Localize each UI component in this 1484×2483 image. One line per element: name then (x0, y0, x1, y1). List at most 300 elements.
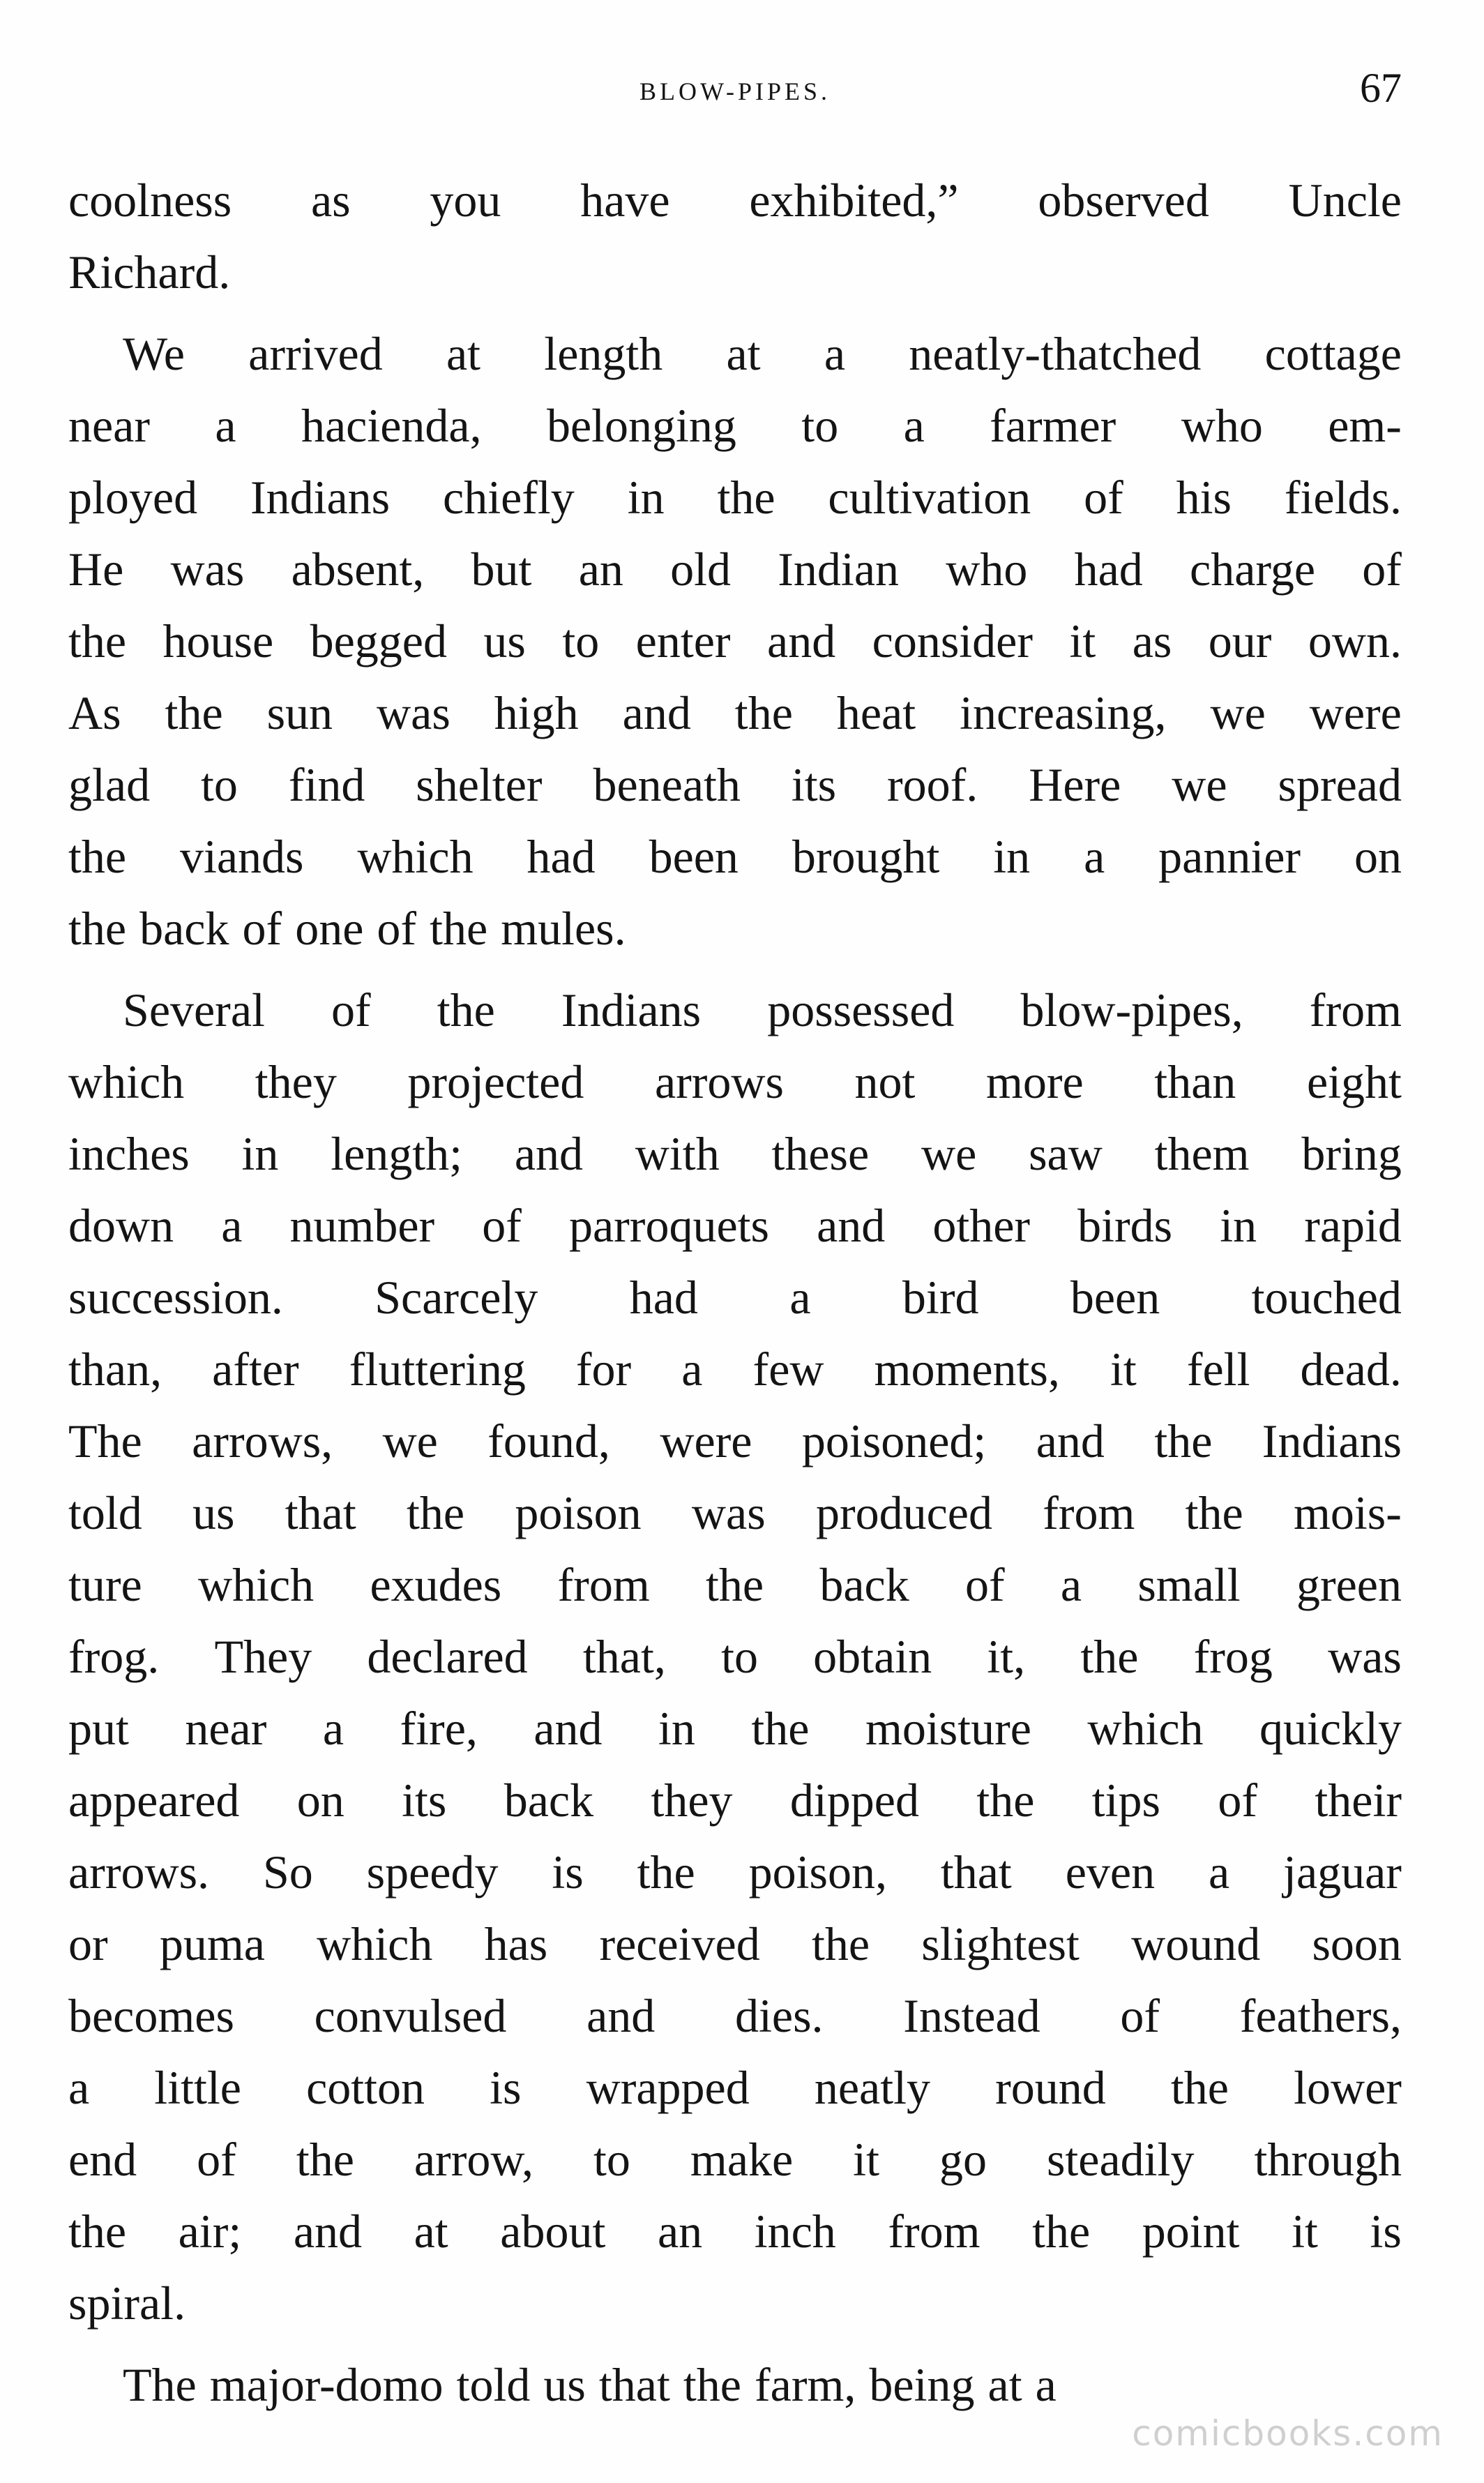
word: than (1154, 1055, 1236, 1108)
word: soon (1312, 1917, 1402, 1970)
paragraph-gap (68, 2339, 1402, 2349)
word: moisture (865, 1702, 1031, 1755)
word: these (771, 1127, 870, 1180)
word: the (683, 2358, 741, 2411)
word: back (139, 902, 229, 955)
word: birds (1077, 1199, 1173, 1252)
word: for (575, 1343, 632, 1396)
word: steadily (1046, 2133, 1195, 2186)
word: declared (367, 1630, 528, 1683)
page-header (68, 61, 1402, 124)
text-line (68, 1118, 1402, 1190)
word: projected (407, 1055, 584, 1108)
word: glad (68, 758, 151, 811)
word: the (68, 2205, 127, 2258)
word: the (406, 1486, 465, 1539)
word: who (946, 543, 1028, 596)
word: one (295, 902, 364, 955)
word: and (293, 2205, 363, 2258)
word: the (1032, 2205, 1091, 2258)
word: who (1181, 399, 1263, 452)
word: in (627, 471, 665, 524)
word: The (68, 1414, 142, 1467)
word: to (201, 758, 238, 811)
text-line (68, 677, 1402, 749)
text-line (68, 1262, 1402, 1334)
running-head: BLOW-PIPES. (639, 77, 831, 105)
word: us (543, 2358, 586, 2411)
word: and (817, 1199, 886, 1252)
word: puma (159, 1917, 265, 1970)
word: cottage (1264, 327, 1402, 380)
paragraph (68, 318, 1402, 965)
word: its (402, 1774, 447, 1827)
word: a (824, 327, 846, 380)
word: which (317, 1917, 433, 1970)
word: down (68, 1199, 174, 1252)
text-line (68, 1046, 1402, 1118)
word: eight (1306, 1055, 1402, 1108)
word: of (482, 1199, 522, 1252)
word: charge (1190, 543, 1316, 596)
text-line (68, 1693, 1402, 1765)
word: roof. (887, 758, 978, 811)
word: jaguar (1283, 1846, 1402, 1899)
word: more (986, 1055, 1084, 1108)
body-text (68, 165, 1402, 2421)
word: and (586, 1989, 656, 2042)
paragraph-gap (68, 965, 1402, 974)
text-line (68, 893, 1402, 965)
word: of (1218, 1774, 1258, 1827)
word: begged (310, 614, 447, 667)
word: farm, (755, 2358, 856, 2411)
word: that, (582, 1630, 666, 1683)
word: arrow, (414, 2133, 534, 2186)
word: the (68, 902, 127, 955)
word: few (752, 1343, 824, 1396)
word: an (657, 2205, 703, 2258)
word: length; (331, 1127, 463, 1180)
word: the (1080, 1630, 1139, 1683)
word: Richard. (68, 246, 231, 299)
word: number (289, 1199, 435, 1252)
word: a (68, 2061, 90, 2114)
word: which (197, 1558, 315, 1611)
word: spiral. (68, 2277, 186, 2330)
text-line (68, 1980, 1402, 2052)
word: exhibited,” (749, 174, 959, 227)
word: a (1084, 830, 1105, 883)
word: other (932, 1199, 1031, 1252)
word: and (533, 1702, 603, 1755)
word: from (557, 1558, 650, 1611)
word: slightest (921, 1917, 1080, 1970)
word: to (721, 1630, 758, 1683)
word: been (649, 830, 739, 883)
word: their (1315, 1774, 1402, 1827)
word: a (1035, 2358, 1057, 2411)
word: it (1292, 2205, 1318, 2258)
word: little (154, 2061, 241, 2114)
word: Several (123, 983, 265, 1036)
word: through (1254, 2133, 1402, 2186)
word: observed (1038, 174, 1209, 227)
word: Indians (561, 983, 702, 1036)
word: exudes (370, 1558, 502, 1611)
word: a (221, 1199, 243, 1252)
word: is (552, 1846, 584, 1899)
text-line (68, 1477, 1402, 1549)
word: and (622, 686, 691, 739)
word: in (658, 1702, 695, 1755)
word: moments, (874, 1343, 1060, 1396)
text-line (68, 1190, 1402, 1262)
word: told (68, 1486, 142, 1539)
word: lower (1294, 2061, 1402, 2114)
word: was (1328, 1630, 1402, 1683)
word: neatly (814, 2061, 930, 2114)
word: the (430, 902, 488, 955)
word: the (296, 2133, 354, 2186)
word: arrows, (192, 1414, 333, 1467)
word: on (296, 1774, 344, 1827)
word: were (660, 1414, 752, 1467)
text-line (68, 318, 1402, 390)
word: Uncle (1288, 174, 1402, 227)
word: bring (1301, 1127, 1402, 1180)
text-line (68, 1621, 1402, 1693)
word: find (288, 758, 365, 811)
word: at (726, 327, 761, 380)
word: belonging (546, 399, 736, 452)
text-line (68, 2349, 1402, 2421)
word: Scarcely (374, 1271, 538, 1324)
word: has (484, 1917, 548, 1970)
word: He (68, 543, 124, 596)
word: at (446, 327, 481, 380)
text-line (68, 1908, 1402, 1980)
word: have (580, 174, 670, 227)
word: had (527, 830, 596, 883)
word: shelter (416, 758, 543, 811)
word: dipped (789, 1774, 919, 1827)
text-line (68, 2196, 1402, 2267)
word: the (976, 1774, 1035, 1827)
word: the (734, 686, 793, 739)
word: with (635, 1127, 720, 1180)
text-line (68, 1765, 1402, 1836)
word: em- (1328, 399, 1402, 452)
word: near (185, 1702, 267, 1755)
word: of (1084, 471, 1123, 524)
word: enter (635, 614, 731, 667)
word: fluttering (349, 1343, 526, 1396)
word: but (471, 543, 532, 596)
word: small (1137, 1558, 1241, 1611)
word: fell (1186, 1343, 1250, 1396)
word: dead. (1300, 1343, 1402, 1396)
word: coolness (68, 174, 232, 227)
word: appeared (68, 1774, 240, 1827)
text-line (68, 165, 1402, 236)
word: it, (987, 1630, 1026, 1683)
word: the (68, 614, 127, 667)
text-line (68, 1334, 1402, 1405)
word: at (987, 2358, 1022, 2411)
paragraph (68, 974, 1402, 2339)
word: our (1208, 614, 1272, 667)
word: of (197, 2133, 236, 2186)
word: succession. (68, 1271, 283, 1324)
word: of (377, 902, 417, 955)
word: as (310, 174, 351, 227)
word: green (1296, 1558, 1402, 1611)
word: Here (1029, 758, 1121, 811)
word: the (811, 1917, 870, 1970)
word: arrows. (68, 1846, 210, 1899)
word: received (599, 1917, 760, 1970)
word: it (853, 2133, 879, 2186)
word: that (598, 2358, 670, 2411)
word: They (214, 1630, 312, 1683)
word: about (500, 2205, 606, 2258)
paragraph (68, 165, 1402, 308)
word: of (331, 983, 371, 1036)
text-line (68, 821, 1402, 893)
word: old (670, 543, 732, 596)
word: had (1074, 543, 1143, 596)
word: from (1043, 1486, 1135, 1539)
word: becomes (68, 1989, 234, 2042)
word: brought (792, 830, 940, 883)
word: back (819, 1558, 909, 1611)
word: a (215, 399, 236, 452)
word: viands (179, 830, 304, 883)
word: and (767, 614, 836, 667)
word: we (1172, 758, 1227, 811)
word: poison, (748, 1846, 887, 1899)
word: house (162, 614, 274, 667)
text-line (68, 1549, 1402, 1621)
word: inch (754, 2205, 836, 2258)
word: which (357, 830, 474, 883)
word: told (456, 2358, 531, 2411)
word: fields. (1284, 471, 1402, 524)
word: pannier (1158, 830, 1301, 883)
word: of (964, 1558, 1005, 1611)
word: them (1154, 1127, 1250, 1180)
word: Indians (1262, 1414, 1402, 1467)
word: convulsed (314, 1989, 507, 2042)
word: than, (68, 1343, 162, 1396)
word: air; (178, 2205, 242, 2258)
word: sun (266, 686, 333, 739)
word: chiefly (443, 471, 575, 524)
word: fire, (400, 1702, 478, 1755)
word: major-domo (209, 2358, 444, 2411)
word: back (503, 1774, 594, 1827)
word: been (1070, 1271, 1160, 1324)
text-line (68, 390, 1402, 462)
word: So (262, 1846, 313, 1899)
word: near (68, 399, 151, 452)
word: found, (487, 1414, 610, 1467)
word: blow-pipes, (1020, 983, 1243, 1036)
word: which (1087, 1702, 1204, 1755)
word: and (514, 1127, 584, 1180)
word: the (1170, 2061, 1229, 2114)
word: cultivation (828, 471, 1031, 524)
word: spread (1278, 758, 1402, 811)
text-line (68, 2267, 1402, 2339)
word: consider (872, 614, 1034, 667)
word: touched (1251, 1271, 1402, 1324)
word: the (1185, 1486, 1243, 1539)
word: possessed (767, 983, 955, 1036)
word: poison (515, 1486, 642, 1539)
word: the (1154, 1414, 1213, 1467)
word: at (414, 2205, 448, 2258)
word: cotton (306, 2061, 425, 2114)
word: quickly (1259, 1702, 1402, 1755)
word: obtain (813, 1630, 932, 1683)
word: high (494, 686, 579, 739)
text-line (68, 462, 1402, 534)
word: we (1210, 686, 1266, 739)
word: produced (815, 1486, 992, 1539)
word: that (285, 1486, 356, 1539)
word: they (651, 1774, 733, 1827)
word: they (255, 1055, 337, 1108)
word: wrapped (586, 2061, 750, 2114)
word: arrows (654, 1055, 784, 1108)
word: the (637, 1846, 695, 1899)
word: was (691, 1486, 766, 1539)
word: to (801, 399, 839, 452)
word: an (578, 543, 623, 596)
word: parroquets (568, 1199, 769, 1252)
word: mules. (501, 902, 626, 955)
word: make (690, 2133, 794, 2186)
word: even (1065, 1846, 1156, 1899)
word: a (322, 1702, 344, 1755)
word: we (921, 1127, 977, 1180)
word: rapid (1304, 1199, 1402, 1252)
word: a (681, 1343, 703, 1396)
word: you (430, 174, 501, 227)
word: is (490, 2061, 522, 2114)
word: it (1110, 1343, 1137, 1396)
word: a (1208, 1846, 1230, 1899)
word: The (123, 2358, 197, 2411)
text-line (68, 2052, 1402, 2124)
word: the (68, 830, 127, 883)
word: mois- (1293, 1486, 1402, 1539)
word: ture (68, 1558, 142, 1611)
word: of (1120, 1989, 1160, 2042)
word: end (68, 2133, 137, 2186)
word: we (382, 1414, 438, 1467)
word: point (1142, 2205, 1240, 2258)
word: and (1036, 1414, 1105, 1467)
word: go (939, 2133, 987, 2186)
word: inches (68, 1127, 190, 1180)
word: the (717, 471, 775, 524)
word: or (68, 1917, 108, 1970)
word: its (791, 758, 837, 811)
word: bird (902, 1271, 979, 1324)
word: being (869, 2358, 975, 2411)
word: of (1362, 543, 1402, 596)
word: arrived (248, 327, 383, 380)
word: in (993, 830, 1031, 883)
word: which (68, 1055, 185, 1108)
word: beneath (593, 758, 741, 811)
watermark: comicbooks.com (1132, 2413, 1444, 2454)
word: were (1309, 686, 1402, 739)
text-line (68, 1405, 1402, 1477)
word: Instead (903, 1989, 1040, 2042)
word: feathers, (1239, 1989, 1402, 2042)
word: absent, (291, 543, 425, 596)
word: as (1132, 614, 1172, 667)
word: from (1309, 983, 1402, 1036)
word: a (903, 399, 925, 452)
word: poisoned; (801, 1414, 987, 1467)
paragraph (68, 2349, 1402, 2421)
word: was (170, 543, 245, 596)
word: frog. (68, 1630, 160, 1683)
word: the (437, 983, 495, 1036)
word: As (68, 686, 121, 739)
word: put (68, 1702, 129, 1755)
word: Indian (778, 543, 899, 596)
word: to (593, 2133, 630, 2186)
word: neatly-thatched (909, 327, 1202, 380)
word: in (241, 1127, 279, 1180)
word: on (1354, 830, 1402, 883)
text-line (68, 974, 1402, 1046)
word: us (483, 614, 526, 667)
word: saw (1029, 1127, 1103, 1180)
word: of (242, 902, 282, 955)
word: hacienda, (301, 399, 482, 452)
word: the (751, 1702, 810, 1755)
word: us (192, 1486, 235, 1539)
word: a (789, 1271, 811, 1324)
word: farmer (990, 399, 1116, 452)
word: in (1220, 1199, 1257, 1252)
word: dies. (735, 1989, 824, 2042)
word: speedy (366, 1846, 499, 1899)
text-line (68, 534, 1402, 605)
word: tips (1091, 1774, 1160, 1827)
word: ployed (68, 471, 198, 524)
word: frog (1193, 1630, 1273, 1683)
word: round (995, 2061, 1106, 2114)
word: that (940, 1846, 1012, 1899)
word: length (544, 327, 663, 380)
text-line (68, 605, 1402, 677)
word: the (165, 686, 223, 739)
word: his (1176, 471, 1232, 524)
word: had (629, 1271, 698, 1324)
text-line (68, 236, 1402, 308)
word: from (888, 2205, 980, 2258)
word: heat (836, 686, 916, 739)
word: increasing, (960, 686, 1167, 739)
